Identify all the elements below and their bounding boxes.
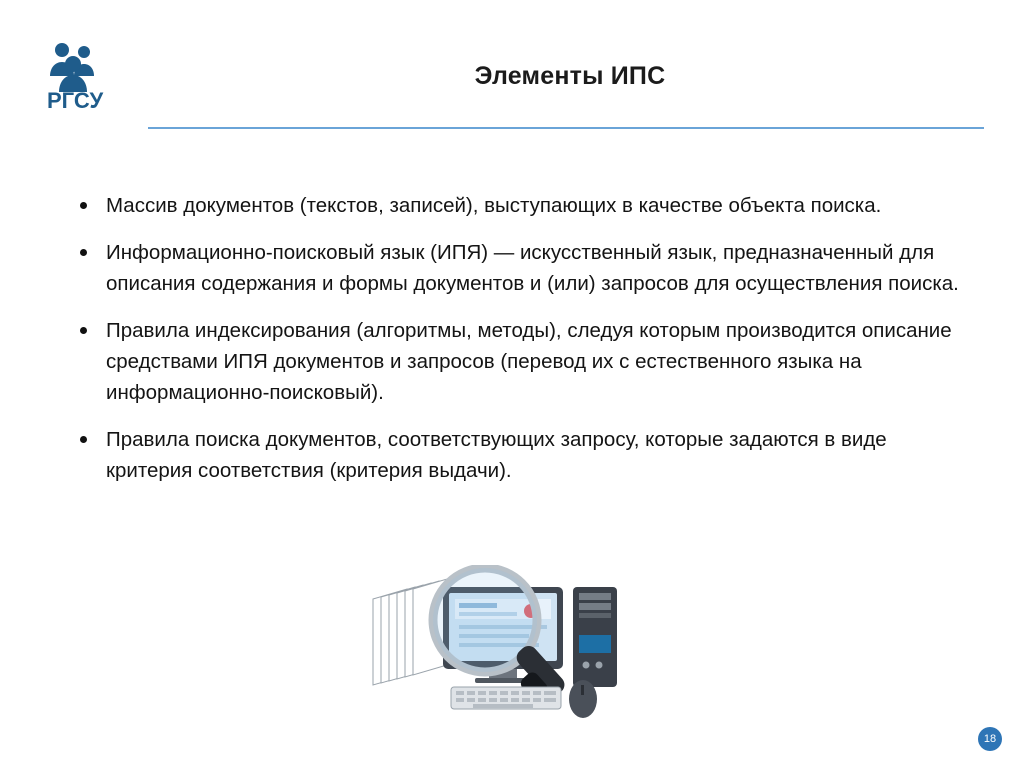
search-documents-computer-illustration bbox=[355, 565, 685, 725]
slide-header bbox=[0, 0, 1024, 132]
page-title: Элементы ИПС bbox=[474, 62, 666, 90]
bullet-list bbox=[68, 190, 968, 502]
mouse-icon bbox=[569, 680, 597, 718]
list-item: Правила индексирования (алгоритмы, методы), следуя которым производится описание средствами ИПЯ документов и запросов (перевод их с естественного языка на информационно-поисковый). bbox=[68, 315, 968, 408]
svg-text:РГСУ: РГСУ bbox=[47, 88, 104, 113]
list-item: Массив документов (текстов, записей), выступающих в качестве объекта поиска. bbox=[68, 190, 968, 221]
rgsu-logo bbox=[40, 38, 118, 114]
tower-icon bbox=[573, 587, 617, 687]
page-number-badge: 18 bbox=[978, 727, 1002, 751]
list-item: Правила поиска документов, соответствующих запросу, которые задаются в виде критерия соответствия (критерия выдачи). bbox=[68, 424, 968, 486]
keyboard-icon bbox=[451, 687, 561, 709]
list-item: Информационно-поисковый язык (ИПЯ) — искусственный язык, предназначенный для описания содержания и формы документов и (или) запросов для осуществления поиска. bbox=[68, 237, 968, 299]
title-divider bbox=[148, 127, 984, 129]
